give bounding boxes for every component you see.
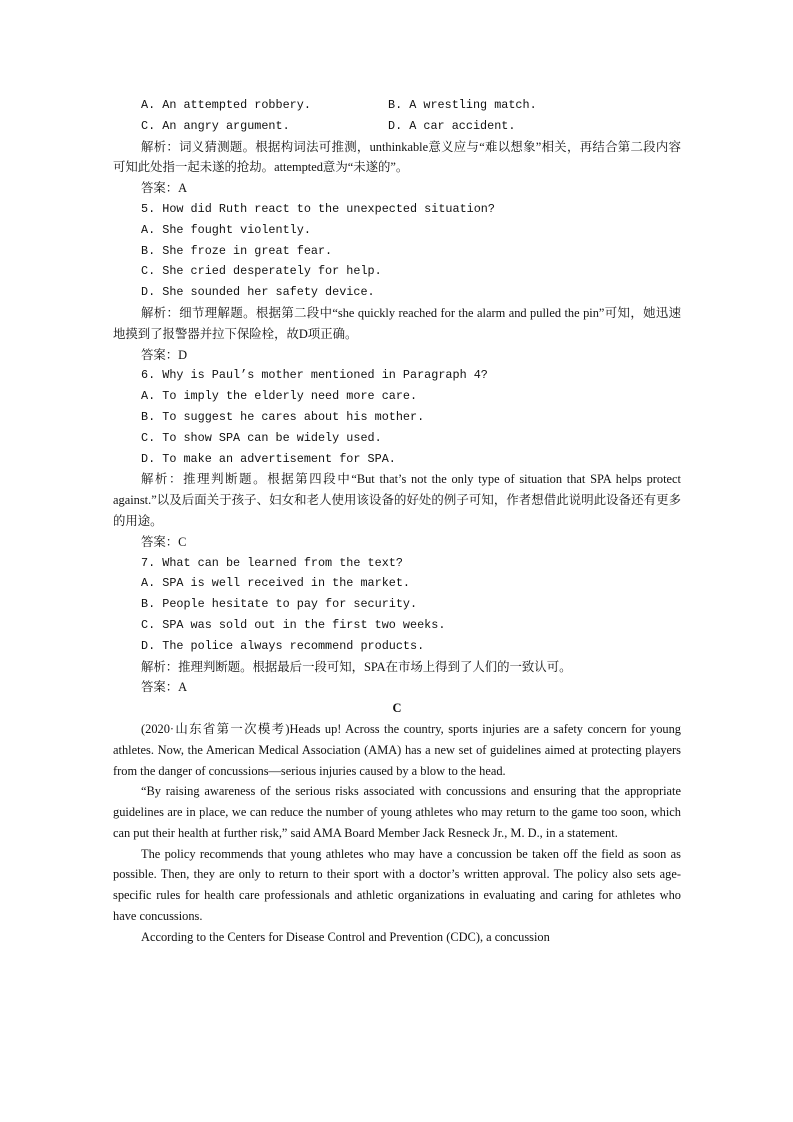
q4-option-a: A. An attempted robbery. (141, 98, 311, 112)
q5-option-d: D. She sounded her safety device. (141, 285, 375, 300)
section-c-heading: C (392, 701, 402, 716)
q4-option-d: D. A car accident. (388, 118, 516, 133)
q4-option-b: B. A wrestling match. (388, 98, 537, 112)
q5-option-c: C. She cried desperately for help. (141, 264, 382, 279)
q7-option-c: C. SPA was sold out in the first two weeks. (141, 617, 446, 632)
q6-analysis: 解析：推理判断题。根据第四段中“But that’s not the only type of situation that SPA helps protect against.”以及后面关于孩子、妇女和老人使用该设备的好处的例子可知，作者想借此说明此设备还有更多的用途。 (113, 472, 681, 528)
q6-option-b: B. To suggest he cares about his mother. (141, 409, 425, 424)
q5-question: 5. How did Ruth react to the unexpected situation? (141, 201, 495, 216)
section-c-paragraph-1: (2020·山东省第一次模考)Heads up! Across the country, sports injuries are a safety concern for young athletes. Now, the American Medical Association (AMA) has a new set of guidelines aimed at protecting players from the danger of concussions—serious injuries caused by a blow to the head. (113, 721, 681, 778)
q4-analysis: 解析：词义猜测题。根据构词法可推测，unthinkable意义应与“难以想象”相关，再结合第二段内容可知此处指一起未遂的抢劫。attempted意为“未遂的”。 (113, 139, 681, 175)
document-page (113, 95, 681, 948)
q5-option-b: B. She froze in great fear. (141, 243, 333, 258)
q4-options-ab (113, 95, 681, 116)
q7-analysis: 解析：推理判断题。根据最后一段可知，SPA在市场上得到了人们的一致认可。 (141, 659, 572, 674)
q4-option-c: C. An angry argument. (141, 118, 290, 133)
q6-question: 6. Why is Paul’s mother mentioned in Paragraph 4? (141, 368, 488, 383)
q4-answer: 答案：A (141, 181, 188, 196)
q7-option-b: B. People hesitate to pay for security. (141, 597, 418, 612)
q6-option-a: A. To imply the elderly need more care. (141, 389, 418, 404)
q6-option-c: C. To show SPA can be widely used. (141, 430, 382, 445)
section-c-paragraph-4: According to the Centers for Disease Control and Prevention (CDC), a concussion (141, 929, 550, 944)
section-c-paragraph-3: The policy recommends that young athletes who may have a concussion be taken off the field as soon as possible. Then, they are only to return to their sport with a doctor’s written approval. The policy also sets age-specific rules for health care professionals and athletic organizations in evaluating and caring for athletes who have concussions. (113, 846, 681, 924)
q6-option-d: D. To make an advertisement for SPA. (141, 451, 396, 466)
q7-answer: 答案：A (141, 680, 188, 695)
section-c-paragraph-2: “By raising awareness of the serious risks associated with concussions and ensuring that the appropriate guidelines are in place, we can reduce the number of young athletes who may return to the game too soon, which can put their health at further risk,” said AMA Board Member Jack Resneck Jr., M. D., in a statement. (113, 784, 681, 840)
q5-analysis: 解析：细节理解题。根据第二段中“she quickly reached for the alarm and pulled the pin”可知，她迅速地摸到了报警器并拉下保险栓，故D项正确。 (113, 305, 681, 341)
q5-option-a: A. She fought violently. (141, 222, 311, 237)
q6-answer: 答案：C (141, 534, 187, 549)
q7-option-d: D. The police always recommend products. (141, 638, 425, 653)
q4-options-cd (113, 116, 681, 137)
q7-question: 7. What can be learned from the text? (141, 555, 403, 570)
q5-answer: 答案：D (141, 347, 188, 362)
q7-option-a: A. SPA is well received in the market. (141, 576, 411, 591)
